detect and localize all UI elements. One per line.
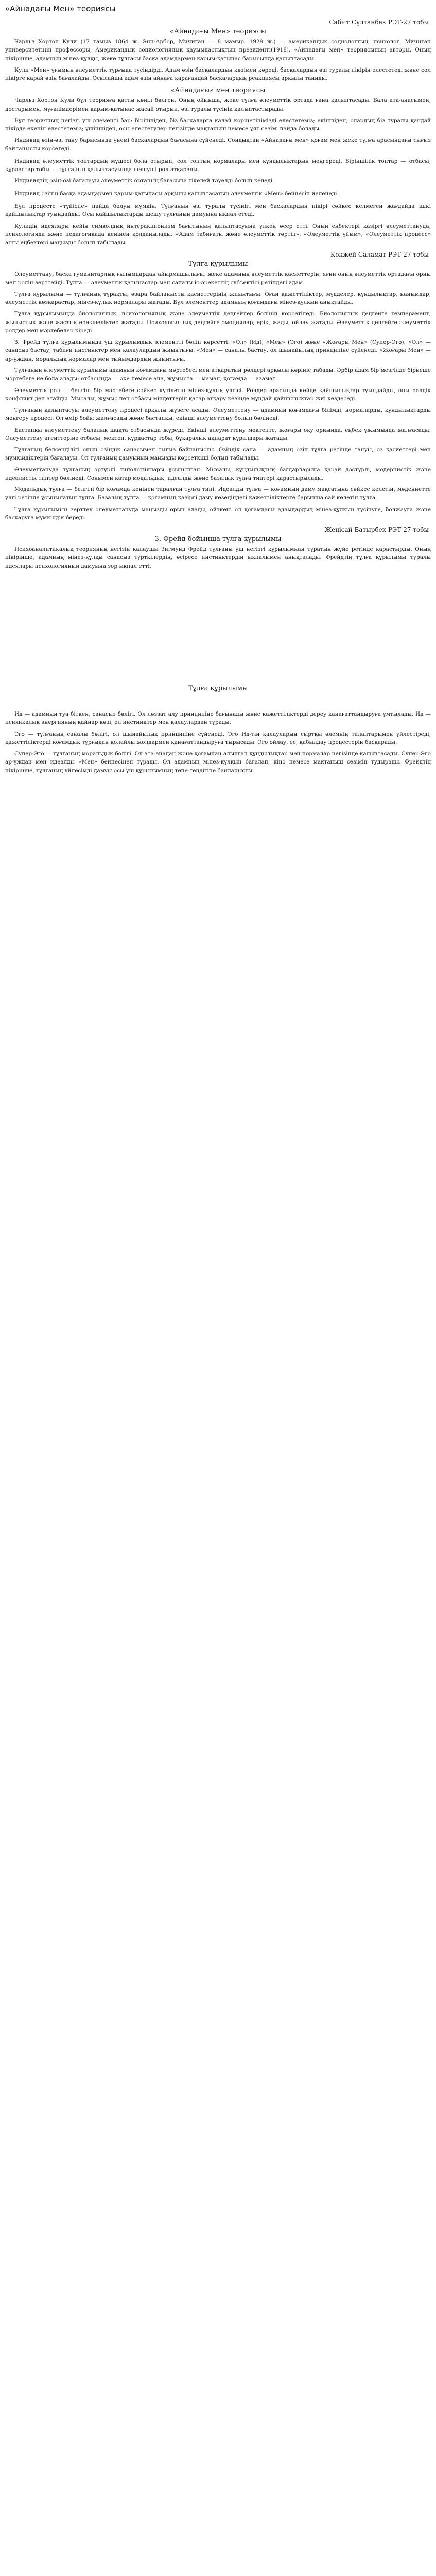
paragraph: Әлеуметтік рөл — белгілі бір мәртебеге сәйкес күтілетін мінез-құлық үлгісі. Рөлдер арасында кейде қайшылықтар туындайды, оны рөлдік конфликт деп атайды. Мысалы, жұмыс пен отбасы міндеттерін қатар атқару кезінде мұндай қайшылықтар жиі кездеседі.	[5, 387, 431, 402]
section-mirror-self	[5, 87, 431, 153]
paragraph: Әлеуметтану, басқа гуманитарлық ғылымдардан айырмашылығы, жеке адамның әлеуметтік қасиеттерін, яғни оның әлеуметтік ортадағы орны мен рөлін зерттейді. Тұлға — әлеуметтік қатынастар мен саналы іс-әрекеттің субъектісі ретіндегі адам.	[5, 271, 431, 286]
paragraph: Ид — адамның туа біткен, санасыз бөлігі. Ол ләззат алу принципіне бағынады және қажеттіліктерді дереу қанағаттандыруға ұмтылады. Ид — психикалық энергияның қайнар көзі, ол инстинктер мен қалаулардан тұрады.	[5, 711, 431, 726]
section-freud-structure	[5, 526, 431, 570]
section-individual-groups	[5, 157, 431, 185]
paragraph: Чарльз Хортон Кули (17 тамыз 1864 ж. Энн-Арбор, Мичиган — 8 мамыр, 1929 ж.) — американдық социологтың, психолог, Мичиган университетінің профессоры, Американдық социологиялық қауымдастықтың президенті(1918). «Айнадағы мен» теориясының авторы. Оның пікірінше, адамның мінез-құлқы, жеке тұлғасы басқа адамдармен қарым-қатынас барысында қалыптасады.	[5, 39, 431, 62]
paragraph: Тұлғаның әлеуметтік құрылымы адамның қоғамдағы мәртебесі мен атқаратын рөлдері арқылы көрініс табады. Әрбір адам бір мезгілде бірнеше мәртебеге ие бола алады: отбасында — әке немесе ана, жұмыста — маман, қоғамда — азамат.	[5, 367, 431, 382]
blank-space	[5, 574, 431, 683]
paragraph: Индивид өзін-өзі тану барысында үнемі басқалардың бағасына сүйенеді. Сондықтан «Айнадағы мен» қоғам мен жеке тұлға арасындағы тығыз байланысты көрсетеді.	[5, 137, 431, 152]
paragraph: Индивидтің өзін-өзі бағалауы әлеуметтік ортаның бағасына тікелей тәуелді болып келеді.	[14, 178, 274, 184]
paragraph: Индивид әлеуметтік топтардың мүшесі бола отырып, сол топтың нормалары мен құндылықтарын меңгереді. Біріншілік топтар — отбасы, құрдастар тобы — тұлғаның қалыптасуында шешуші рөл атқарады.	[5, 158, 431, 173]
paragraph: Эго — тұлғаның саналы бөлігі, ол шынайылық принципіне сүйенеді. Эго Ид-тің қалауларын сыртқы әлемнің талаптарымен үйлестіреді, қажеттіліктерді қоғамдық тұрғыдан қолайлы жолдармен қанағаттандыруға тырысады. Эго ойлау, ес, қабылдау процестерін басқарады.	[5, 731, 431, 745]
document-page	[0, 0, 436, 775]
paragraph: Кули «Мен» ұғымын әлеуметтік тұрғыда түсіндірді. Адам өзін басқалардың көзімен көреді, басқалардың өзі туралы пікірін елестетеді және сол пікірге қарай өзін бағалайды. Осылайша адам өзін айнаға қарағандай басқалардың реакциясы арқылы таниды.	[5, 66, 431, 82]
section-heading: «Айнадағы» мен теориясы	[170, 87, 266, 95]
section-kuli-legacy	[5, 202, 431, 247]
blank-space	[5, 694, 431, 710]
paragraph: Индивид өзінің басқа адамдармен қарым-қатынасы арқылы қалыптасатын әлеуметтік «Мен» бейнесін иеленеді.	[14, 190, 339, 197]
section-heading: Тұлға құрылымы	[188, 260, 248, 268]
paragraph: Психоаналитикалық теорияның негізін қалаушы Зигмунд Фрейд тұлғаны үш негізгі құрылымнан тұратын жүйе ретінде қарастырды. Оның пікірінше, адамның мінез-құлқы санасыз түрткілердің, әсіресе инстинктердің ықпалымен анықталады. Фрейдтің тұлға құрылымы туралы идеялары психологияның дамуына зор ықпал етті.	[5, 546, 431, 569]
paragraph: Тұлға құрылымында биологиялық, психологиялық және әлеуметтік деңгейлер бөлініп көрсетіледі. Биологиялық деңгейге темперамент, жыныстық және жастық ерекшеліктер жатады. Психологиялық деңгейге эмоциялар, ерік, жады, ойлау жатады. Әлеуметтік деңгейге әлеуметтік рөлдер мен мәртебелер кіреді.	[5, 311, 431, 334]
section-heading: «Айнадағы Мен» теориясы	[169, 28, 267, 36]
paragraph: Модальдық тұлға — белгілі бір қоғамда кеңінен таралған тұлға типі. Идеалды тұлға — қоғамның даму мақсатына сәйкес келетін, мәдениетте үлгі ретінде ұсынылатын тұлға. Базалық тұлға — қоғамның қазіргі даму кезеңіндегі қажеттіліктерге барынша сай келетін тұлға.	[5, 486, 431, 501]
section-personality-structure	[5, 251, 431, 522]
paragraph: Бастапқы әлеуметтену балалық шақта отбасында жүреді. Екінші әлеуметтену мектепте, жоғары оқу орнында, еңбек ұжымында жалғасады. Әлеуметтену агенттеріне отбасы, мектеп, құрдастар тобы, бұқаралық ақпарат құралдары жатады.	[5, 427, 431, 442]
section-heading: Тұлға құрылымы	[188, 685, 248, 693]
document-title: «Айнадағы Мен» теориясы	[5, 4, 116, 13]
paragraph: Тұлғаның қалыптасуы әлеуметтену процесі арқылы жүзеге асады. Әлеуметтену — адамның қоғамдағы білімді, нормаларды, құндылықтарды меңгеру процесі. Ол өмір бойы жалғасады және бастапқы, екінші әлеуметтену болып бөлінеді.	[5, 407, 431, 422]
author-byline: Жеңісай Батырбек РЭТ-27 тобы	[324, 526, 429, 534]
paragraph: Тұлға құрылымын зерттеу әлеуметтануда маңызды орын алады, өйткені ол қоғамдағы адамдардың мінез-құлқын түсінуге, болжауға және басқаруға мүмкіндік береді.	[5, 506, 431, 521]
paragraph: Тұлға құрылымы — тұлғаның тұрақты, өзара байланысты қасиеттерінің жиынтығы. Оған қажеттіліктер, мүдделер, құндылықтар, нанымдар, әлеуметтік көзқарастар, мінез-құлық нормалары жатады. Бұл элементтер адамның қоғамдағы мінез-құлқын анықтайды.	[5, 291, 431, 306]
section-social-self	[5, 190, 431, 198]
section-heading: 3. Фрейд бойынша тұлға құрылымы	[154, 535, 282, 544]
paragraph: Кулидің идеялары кейін символдық интеракционизм бағытының қалыптасуына үлкен әсер етті. Оның еңбектері қазіргі әлеуметтануда, психологияда және педагогикада кеңінен қолданылады. «Адам табиғаты және әлеуметтік тәртіп», «Әлеуметтік ұйым», «Әлеуметтік процесс» атты еңбектері маңызды болып табылады.	[5, 223, 431, 246]
paragraph: Чарльз Хортон Кули бұл теорияға қатты көңіл бөлген. Оның ойынша, жеке тұлға әлеуметтік ортада ғана қалыптасады. Бала ата-анасымен, достарымен, мұғалімдерімен қарым-қатынас жасай отырып, өзі туралы түсінік қалыптастырады.	[5, 97, 431, 112]
section-kuli-intro	[5, 19, 431, 82]
paragraph: Тұлғаның белсенділігі оның өзіндік санасымен тығыз байланысты. Өзіндік сана — адамның өзін тұлға ретінде тануы, өз қасиеттері мен мүмкіндіктерін бағалауы. Ол тұлғаның дамуының маңызды көрсеткіші болып табылады.	[5, 447, 431, 462]
paragraph: З. Фрейд тұлға құрылымында үш құрылымдық элементті бөліп көрсетті: «Ол» (Ид), «Мен» (Эго) және «Жоғары Мен» (Супер-Эго). «Ол» — санасыз бастау, табиғи инстинктер мен қалаулардың жиынтығы. «Мен» — саналы бастау, ол шынайылық принципіне сүйенеді. «Жоғары Мен» — ар-ұждан, моральдық нормалар мен тыйымдардың жиынтығы.	[5, 339, 431, 362]
paragraph: Бұл теорияның негізгі үш элементі бар: біріншіден, біз басқаларға қалай көрінетінімізді елестетеміз; екіншіден, олардың біз туралы қандай пікірде екенін елестетеміз; үшіншіден, осы елестетулер негізінде мақтаныш немесе ұят сезімі пайда болады.	[5, 117, 431, 132]
author-byline: Кокжей Саламат РЭТ-27 тобы	[330, 251, 429, 259]
paragraph: Супер-Эго — тұлғаның моральдық бөлігі. Ол ата-анадан және қоғамнан алынған құндылықтар мен нормалар негізінде қалыптасады. Супер-Эго ар-ұждан мен идеалды «Мен» бейнесінен тұрады. Ол адамның мінез-құлқын бағалап, кінә немесе мақтаныш сезімін тудырады. Фрейдтің пікірінше, тұлғаның үйлесімді дамуы осы үш құрылымның тепе-теңдігіне байланысты.	[5, 751, 431, 774]
paragraph: Бұл процесте «түйіспе» пайда болуы мүмкін. Тұлғаның өзі туралы түсінігі мен басқалардың пікірі сәйкес келмеген жағдайда ішкі қайшылықтар туындайды. Осы қайшылықтарды шешу тұлғаның дамуына ықпал етеді.	[5, 202, 431, 218]
paragraph: Әлеуметтануда тұлғаның әртүрлі типологиялары ұсынылған. Мысалы, құндылықтық бағдарларына қарай дәстүрлі, модернистік және идеалистік типтер бөлінеді. Сонымен қатар модальдық, идеалды және базалық тұлға типтері қарастырылады.	[5, 466, 431, 481]
author-byline: Сабыт Сүлтанбек РЭТ-27 тобы	[329, 19, 429, 26]
section-id-ego-superego	[5, 685, 431, 775]
